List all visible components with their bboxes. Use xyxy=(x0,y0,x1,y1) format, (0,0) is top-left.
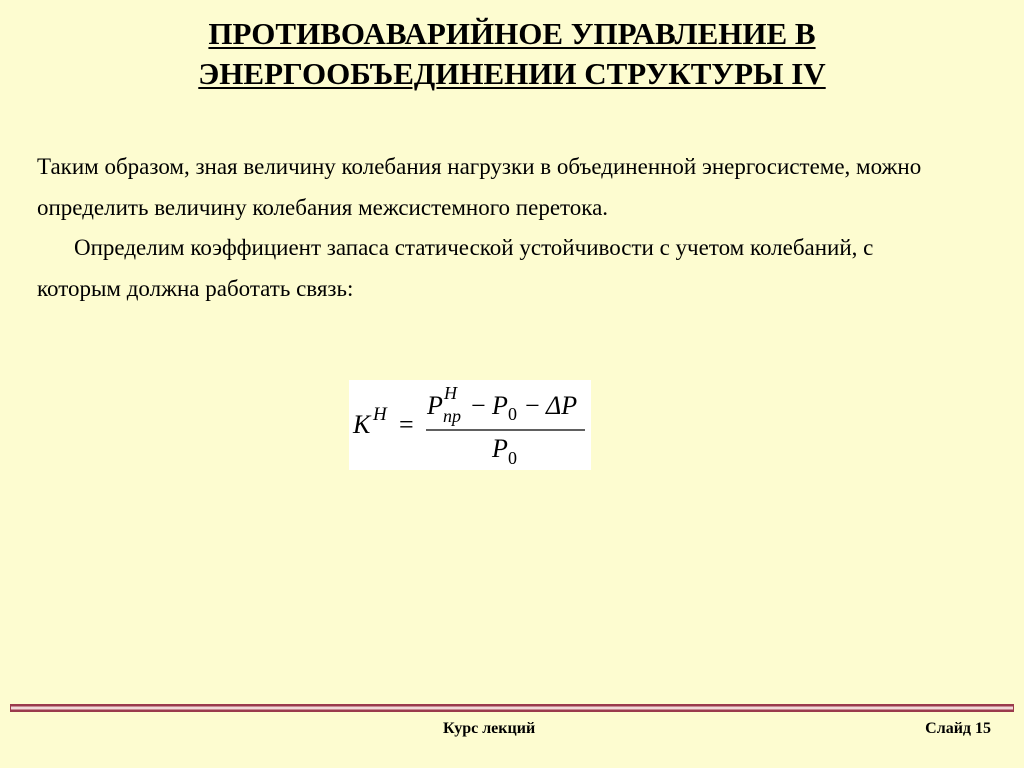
slide-title-line1: ПРОТИВОАВАРИЙНОЕ УПРАВЛЕНИЕ В xyxy=(208,16,816,51)
slide-title-line2: ЭНЕРГООБЪЕДИНЕНИИ СТРУКТУРЫ IV xyxy=(198,56,826,91)
formula-num-p-sub: np xyxy=(443,406,461,426)
formula-lhs-k: K xyxy=(353,410,371,439)
formula-minus-2: − xyxy=(525,391,540,420)
slide-title xyxy=(0,14,1024,94)
formula-minus-1: − xyxy=(471,391,486,420)
body-paragraph-2: Определим коэффициент запаса статической устойчивости с учетом колебаний, с которым должна работать связь: xyxy=(37,235,874,301)
formula-lhs-sup: H xyxy=(373,404,387,425)
footer-course-label: Курс лекций xyxy=(443,720,536,737)
body-paragraph-1: Таким образом, зная величину колебания нагрузки в объединенной энергосистеме, можно определить величину колебания межсистемного перетока. xyxy=(37,154,922,220)
formula-num-p-sup: H xyxy=(444,383,457,403)
formula-p0-sub: 0 xyxy=(508,404,517,424)
stability-formula xyxy=(349,380,591,470)
slide-body xyxy=(37,147,937,309)
footer-divider xyxy=(10,704,1014,712)
formula-delta-p: ΔP xyxy=(546,391,578,420)
footer-slide-number: Слайд 15 xyxy=(925,720,991,737)
formula-equals: = xyxy=(399,410,414,439)
formula-p0: P xyxy=(492,391,508,420)
formula-den-sub: 0 xyxy=(508,448,517,468)
formula-num-p: P xyxy=(427,391,443,420)
formula-den-p: P xyxy=(492,434,508,463)
